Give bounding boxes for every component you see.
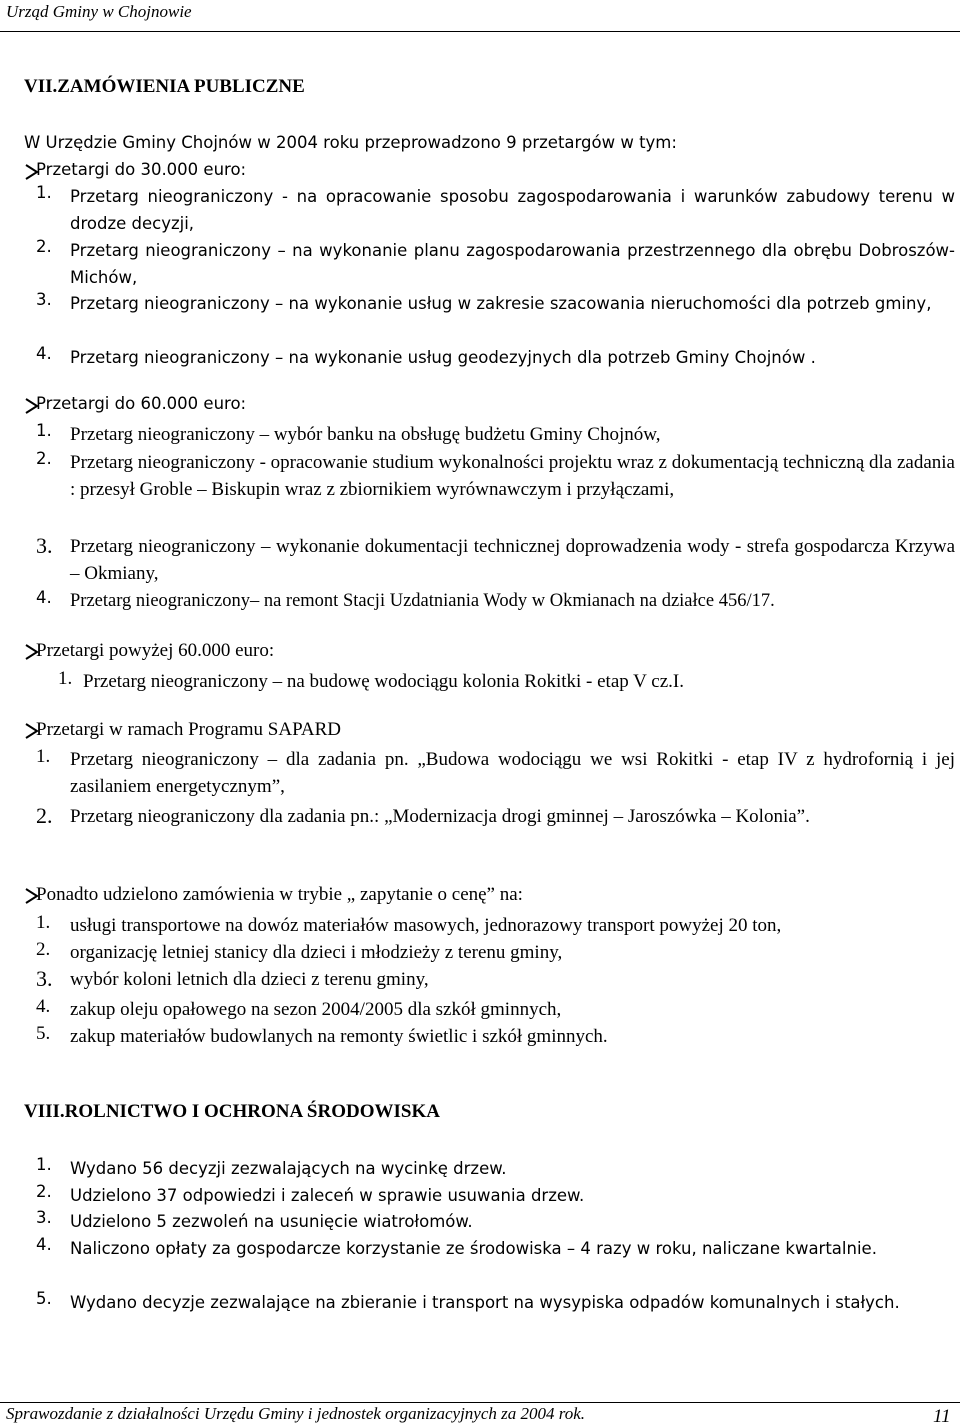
- group-e-label: Ponadto udzielono zamówienia w trybie „ zapytanie o cenę” na:: [36, 884, 523, 905]
- header-rule: [0, 31, 960, 32]
- footer-text: Sprawozdanie z działalności Urzędu Gminy i jednostek organizacyjnych za 2004 rok.: [6, 1404, 586, 1423]
- group-d-label: Przetargi w ramach Programu SAPARD: [36, 719, 342, 740]
- page-number: 11: [933, 1406, 951, 1427]
- section-title-agriculture-environment: VIII.ROLNICTWO I OCHRONA ŚRODOWISKA: [24, 1101, 440, 1122]
- running-header: Urząd Gminy w Chojnowie: [6, 2, 192, 21]
- section-title-public-procurement: VII.ZAMÓWIENIA PUBLICZNE: [24, 76, 305, 97]
- intro-paragraph: W Urzędzie Gminy Chojnów w 2004 roku przeprowadzono 9 przetargów w tym:: [24, 133, 677, 152]
- group-b-label: Przetargi do 60.000 euro:: [36, 394, 247, 413]
- footer-rule: [0, 1402, 960, 1403]
- group-c-label: Przetargi powyżej 60.000 euro:: [36, 640, 275, 661]
- group-a-label: Przetargi do 30.000 euro:: [36, 160, 247, 179]
